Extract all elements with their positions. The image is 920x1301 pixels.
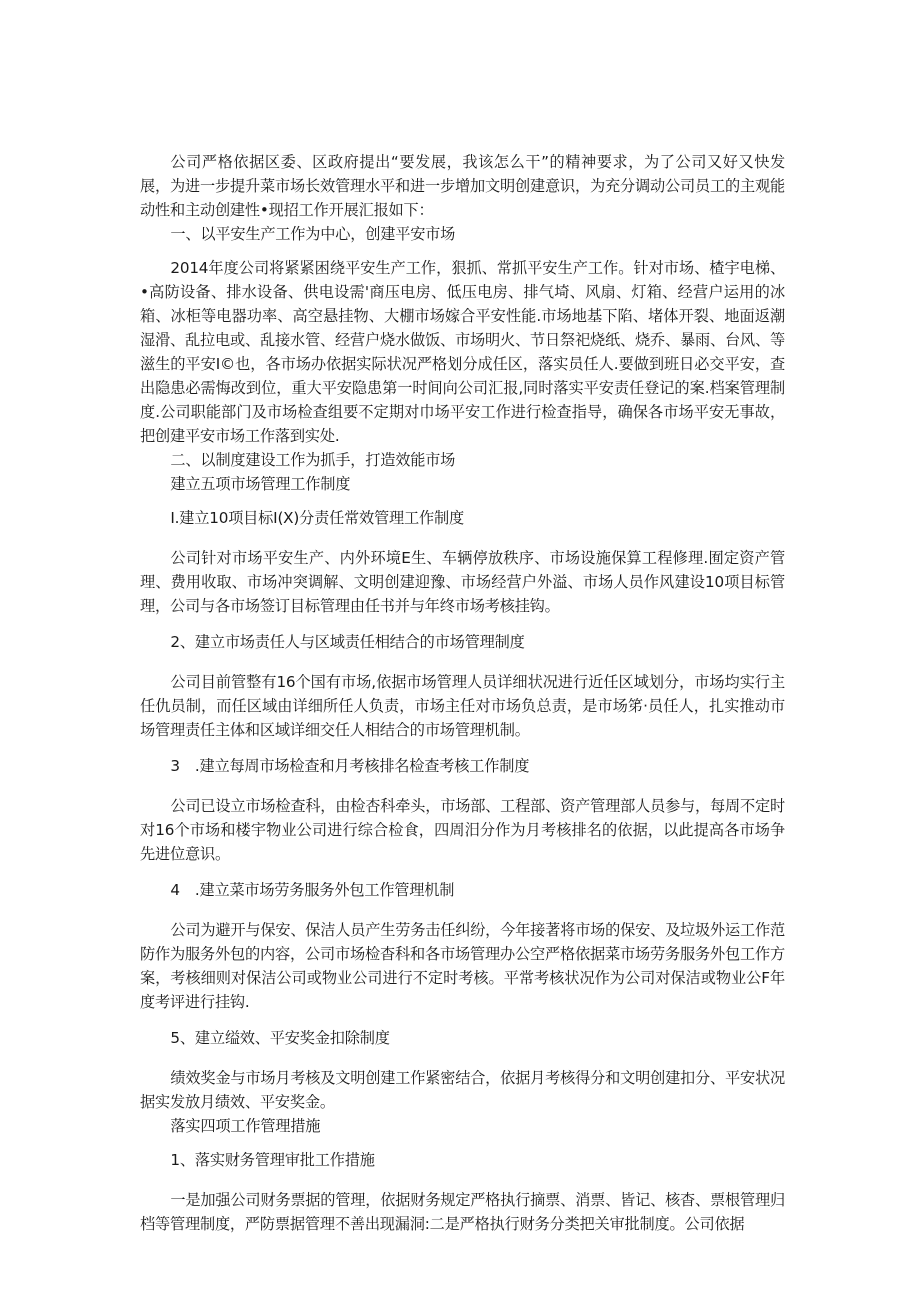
item-5-paragraph: 绩效奖金与市场月考核及文明创建工作紧密结合，依据月考核得分和文明创建扣分、平安状况据实发放月绩效、平安奖金。 xyxy=(140,1069,785,1111)
item-heading-4: 4 .建立菜市场劳务服务外包工作管理机制 xyxy=(170,881,455,899)
section-1-paragraph: 2014年度公司将紧紧困绕平安生产工作，狠抓、常抓平安生产工作。针对市场、楂宇电梯、•高防设备、排水设备、供电设需'商压电房、低压电房、排气埼、风扇、灯箱、经营户运用的冰箱、冰柜等电器功率、高空悬挂物、大棚市场嫁合平安性能.市场地基下陷、堵体开裂、地面返潮湿滑、乱拉电或、乱接水管、经营户烧水做饭、市场明火、节日祭祀烧纸、烧乔、暴雨、台风、等滋生的平安I©也，各市场办依据实际状况严格划分成任区，落实员任人.要做到班日必交平安，查出隐患必需悔改到位，重大平安隐患第一时间向公司汇报,同时落实平安责任登记的案.档案管理制度.公司职能部门及市场检查组要不定期对巾场平安工作进行检查指导，确保各市场平安无事故，把创建平安市场工作落到实处. xyxy=(140,259,785,445)
section-heading-3: 落实四项工作管理措施 xyxy=(170,1117,321,1135)
section-heading-2: 二、以制度建设工作为抓手，打造效能市场 xyxy=(170,451,456,469)
item-2-paragraph: 公司目前管整有16个国有市场,依据市场管理人员详细状况进行近任区域划分，市场均实行主任仇员制，而任区域由详细所任人负责，市场主任对市场负总责，是市场笫·员任人，扎实推动市场管理责任主体和区域详细交任人相结合的市场管理机制。 xyxy=(140,673,785,739)
intro-paragraph: 公司严格依据区委、区政府提出“要发展，我该怎么干”的精神要求，为了公司又好又快发展，为进一步提升菜市场长效管理水平和进一步增加文明创建意识，为充分调动公司员工的主观能动性和主动创建性•现招工作开展汇报如下： xyxy=(140,153,785,219)
document-body xyxy=(140,150,785,1236)
item-3-paragraph: 公司已设立市场检查科，由检杏科牵头，市场部、工程部、资产管理部人员参与，每周不定时对16个市场和楼宇物业公司进行综合检食，四周汨分作为月考核排名的依据，以此提高各市场争先进位意识。 xyxy=(140,797,785,863)
item-heading-1: I.建立10项目标I(X)分责任常效管理工作制度 xyxy=(170,509,464,527)
measure-1-paragraph: 一是加强公司财务票据的管理，依据财务规定严格执行摘票、消票、皆记、核杳、票根管理归档等管理制度，严防票据管理不善出现漏洞:二是严格执行财务分类把关审批制度。公司依据 xyxy=(140,1191,785,1233)
item-heading-2: 2、建立市场责任人与区域责任相结合的市场管理制度 xyxy=(170,633,525,651)
item-4-paragraph: 公司为避开与保安、保洁人员产生劳务击任纠纷，今年接著将市场的保安、及垃圾外运工作范防作为服务外包的内容，公司市场检杳科和各市场管理办公空严格依据菜市场劳务服务外包工作方案，考核细则对保洁公司或物业公司进行不定时考核。平常考核状况作为公司对保洁或物业公F年度考评进行挂钩. xyxy=(140,921,785,1011)
section-heading-1: 一、以平安生产工作为中心，创建平安市场 xyxy=(170,225,456,243)
section-2-subtitle: 建立五项市场管理工作制度 xyxy=(170,475,351,493)
measure-heading-1: 1、落实财务管理审批工作措施 xyxy=(170,1151,375,1169)
item-heading-3: 3 .建立每周市场检查和月考核排名检查考核工作制度 xyxy=(170,757,530,775)
item-heading-5: 5、建立缢效、平安奖金扣除制度 xyxy=(170,1029,390,1047)
item-1-paragraph: 公司针对市场平安生产、内外环境E生、车辆停放秩序、市场设施保算工程修理.囿定资产管理、费用收取、市场冲突调解、文明创建迎豫、市场经营户外溢、市场人员作风建设10项目标管理，公司与各市场签订目标管理由任书并与年终市场考核挂钩。 xyxy=(140,549,785,615)
